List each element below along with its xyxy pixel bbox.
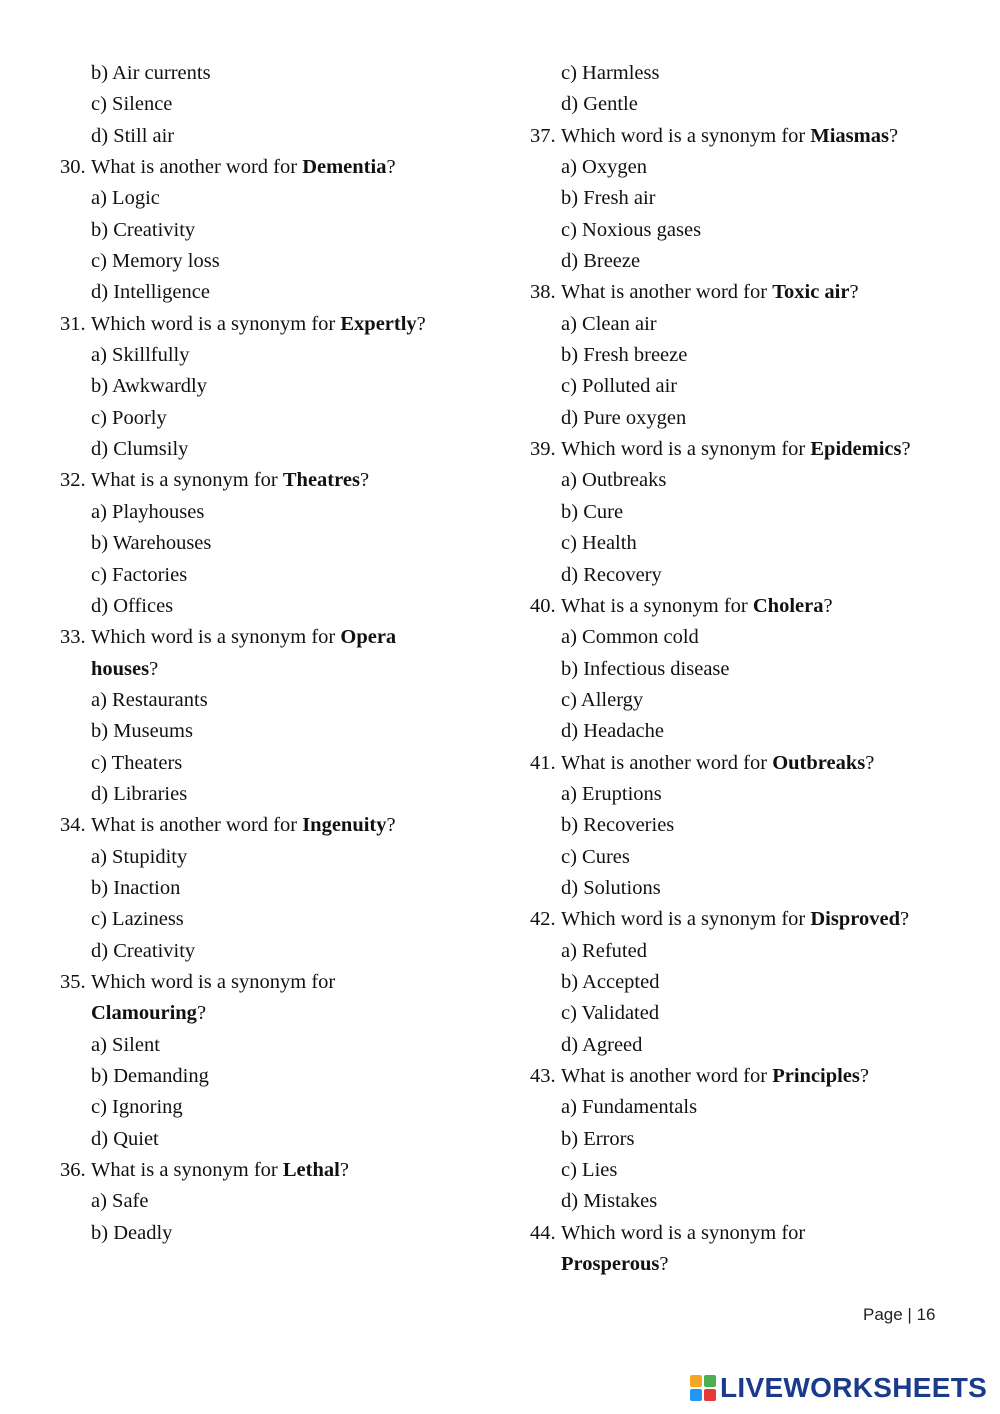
answer-option: c) Factories bbox=[91, 563, 188, 586]
question-punctuation: ? bbox=[901, 438, 911, 461]
question-keyword: Principles bbox=[772, 1065, 860, 1087]
logo-square-4 bbox=[704, 1389, 716, 1401]
answer-option: a) Stupidity bbox=[91, 845, 188, 868]
question-line bbox=[530, 1061, 970, 1092]
question-continuation bbox=[60, 998, 500, 1029]
question-keyword: Disproved bbox=[810, 908, 900, 931]
answer-option: b) Demanding bbox=[91, 1065, 209, 1087]
answer-option: a) Clean air bbox=[561, 312, 657, 335]
question-number: 30. bbox=[60, 156, 86, 179]
answer-option: a) Outbreaks bbox=[561, 469, 667, 492]
question-text: What is another word for bbox=[91, 156, 303, 179]
question-text: What is another word for bbox=[561, 281, 773, 304]
answer-option: b) Errors bbox=[561, 1127, 635, 1150]
question-punctuation: ? bbox=[865, 751, 875, 774]
question-text: Which word is a synonym for bbox=[561, 438, 811, 461]
question-text: What is another word for bbox=[561, 1065, 773, 1087]
answer-option: a) Refuted bbox=[561, 939, 647, 962]
answer-option: c) Silence bbox=[91, 93, 173, 116]
answer-option: c) Validated bbox=[561, 1002, 660, 1025]
answer-option: a) Safe bbox=[91, 1190, 149, 1213]
answer-option: d) Headache bbox=[561, 720, 665, 743]
answer-option: d) Quiet bbox=[91, 1127, 159, 1150]
question-punctuation: ? bbox=[849, 281, 859, 304]
question-keyword: houses bbox=[91, 657, 150, 680]
answer-option: b) Warehouses bbox=[91, 532, 212, 555]
question-text: What is another word for bbox=[91, 814, 303, 837]
question-number: 37. bbox=[530, 124, 556, 147]
answer-option: a) Skillfully bbox=[91, 344, 190, 367]
question-punctuation: ? bbox=[416, 312, 426, 335]
answer-option: a) Silent bbox=[91, 1033, 160, 1056]
question-number: 44. bbox=[530, 1221, 556, 1244]
question-text: Which word is a synonym for bbox=[561, 1221, 806, 1244]
question-punctuation: ? bbox=[386, 814, 396, 837]
question-continuation bbox=[530, 1249, 970, 1280]
question-line bbox=[530, 1218, 970, 1249]
question-keyword: Toxic air bbox=[772, 281, 850, 304]
answer-option: c) Polluted air bbox=[561, 375, 678, 398]
question-text: What is a synonym for bbox=[91, 1159, 283, 1182]
answer-option: c) Allergy bbox=[561, 688, 644, 711]
logo-square-2 bbox=[704, 1375, 716, 1387]
answer-option: b) Fresh breeze bbox=[561, 344, 688, 367]
question-punctuation: ? bbox=[359, 469, 370, 492]
answer-option: c) Ignoring bbox=[91, 1096, 183, 1119]
answer-option: c) Health bbox=[561, 532, 637, 555]
question-number: 40. bbox=[530, 594, 556, 617]
question-line bbox=[60, 465, 500, 496]
page-number: Page | 16 bbox=[863, 1305, 936, 1324]
answer-option: b) Creativity bbox=[91, 218, 196, 241]
question-number: 33. bbox=[60, 626, 86, 649]
question-line bbox=[530, 277, 970, 308]
brand-name: LIVEWORKSHEETS bbox=[720, 1372, 988, 1403]
question-keyword: Miasmas bbox=[810, 124, 889, 147]
answer-option: d) Recovery bbox=[561, 563, 662, 586]
question-text: What is a synonym for bbox=[561, 594, 753, 617]
question-keyword: Ingenuity bbox=[302, 814, 387, 837]
question-text: Which word is a synonym for bbox=[91, 626, 341, 649]
question-keyword: Dementia bbox=[302, 156, 387, 179]
answer-option: d) Breeze bbox=[561, 250, 641, 273]
answer-option: c) Theaters bbox=[91, 751, 183, 774]
answer-option: d) Agreed bbox=[561, 1033, 643, 1056]
question-text: Which word is a synonym for bbox=[561, 908, 811, 931]
question-line bbox=[60, 622, 500, 653]
answer-option: d) Intelligence bbox=[91, 281, 210, 304]
question-number: 35. bbox=[60, 970, 86, 993]
answer-option: d) Clumsily bbox=[91, 438, 189, 461]
question-text: Which word is a synonym for bbox=[561, 124, 811, 147]
question-line bbox=[60, 1155, 500, 1186]
answer-option: c) Harmless bbox=[561, 62, 660, 84]
left-column bbox=[60, 58, 500, 1249]
logo-square-1 bbox=[690, 1375, 702, 1387]
answer-option: b) Infectious disease bbox=[561, 657, 730, 680]
question-line bbox=[530, 748, 970, 779]
question-line bbox=[530, 434, 970, 465]
question-text: Which word is a synonym for bbox=[91, 970, 336, 993]
answer-option: b) Deadly bbox=[91, 1221, 173, 1244]
answer-option: b) Air currents bbox=[91, 62, 211, 84]
answer-option: c) Laziness bbox=[91, 908, 184, 931]
answer-option: b) Recoveries bbox=[561, 814, 675, 837]
answer-option: a) Fundamentals bbox=[561, 1096, 698, 1119]
question-punctuation: ? bbox=[339, 1159, 349, 1182]
question-keyword: Clamouring bbox=[91, 1002, 197, 1025]
question-keyword: Expertly bbox=[340, 312, 417, 335]
answer-option: b) Cure bbox=[561, 500, 624, 523]
answer-option: b) Museums bbox=[91, 720, 193, 743]
question-number: 42. bbox=[530, 908, 556, 931]
question-punctuation: ? bbox=[149, 657, 159, 680]
logo-square-3 bbox=[690, 1389, 702, 1401]
answer-option: a) Logic bbox=[91, 187, 160, 210]
answer-option: c) Lies bbox=[561, 1159, 618, 1182]
question-punctuation: ? bbox=[859, 1065, 869, 1087]
question-number: 31. bbox=[60, 312, 86, 335]
answer-option: c) Cures bbox=[561, 845, 630, 868]
question-keyword: Prosperous bbox=[561, 1253, 660, 1276]
question-number: 36. bbox=[60, 1159, 86, 1182]
answer-option: b) Fresh air bbox=[561, 187, 656, 210]
right-column bbox=[530, 58, 970, 1280]
liveworksheets-brand bbox=[690, 1372, 987, 1404]
answer-option: d) Libraries bbox=[91, 782, 188, 805]
question-line bbox=[530, 904, 970, 935]
answer-option: b) Inaction bbox=[91, 876, 181, 899]
question-punctuation: ? bbox=[823, 594, 833, 617]
question-punctuation: ? bbox=[899, 908, 910, 931]
answer-option: d) Solutions bbox=[561, 876, 661, 899]
question-keyword: Epidemics bbox=[810, 438, 902, 461]
question-number: 38. bbox=[530, 281, 556, 304]
question-number: 43. bbox=[530, 1065, 556, 1087]
question-text: Which word is a synonym for bbox=[91, 312, 341, 335]
question-keyword: Lethal bbox=[282, 1159, 340, 1182]
question-keyword: Outbreaks bbox=[772, 751, 866, 774]
question-line bbox=[60, 152, 500, 183]
question-line bbox=[60, 810, 500, 841]
question-punctuation: ? bbox=[659, 1253, 669, 1276]
answer-option: c) Memory loss bbox=[91, 250, 220, 273]
question-text: What is a synonym for bbox=[91, 469, 283, 492]
question-line bbox=[60, 309, 500, 340]
answer-option: c) Noxious gases bbox=[561, 218, 702, 241]
answer-option: d) Offices bbox=[91, 594, 174, 617]
answer-option: b) Awkwardly bbox=[91, 375, 207, 398]
question-punctuation: ? bbox=[196, 1002, 207, 1025]
answer-option: d) Creativity bbox=[91, 939, 196, 962]
question-line bbox=[530, 591, 970, 622]
answer-option: d) Gentle bbox=[561, 93, 638, 116]
answer-option: d) Still air bbox=[91, 124, 175, 147]
question-number: 32. bbox=[60, 469, 86, 492]
question-line bbox=[60, 967, 500, 998]
question-punctuation: ? bbox=[386, 156, 396, 179]
question-text: What is another word for bbox=[561, 751, 773, 774]
answer-option: b) Accepted bbox=[561, 970, 660, 993]
question-number: 34. bbox=[60, 814, 86, 837]
liveworksheets-logo-icon bbox=[690, 1375, 716, 1401]
question-line bbox=[530, 121, 970, 152]
answer-option: a) Eruptions bbox=[561, 782, 662, 805]
answer-option: d) Mistakes bbox=[561, 1190, 658, 1213]
question-continuation bbox=[60, 654, 500, 685]
answer-option: d) Pure oxygen bbox=[561, 406, 687, 429]
question-number: 39. bbox=[530, 438, 556, 461]
answer-option: c) Poorly bbox=[91, 406, 167, 429]
question-keyword: Theatres bbox=[282, 469, 360, 492]
question-punctuation: ? bbox=[888, 124, 899, 147]
answer-option: a) Playhouses bbox=[91, 500, 205, 523]
question-number: 41. bbox=[530, 751, 556, 774]
answer-option: a) Restaurants bbox=[91, 688, 208, 711]
answer-option: a) Common cold bbox=[561, 626, 699, 649]
question-keyword: Cholera bbox=[752, 594, 824, 617]
answer-option: a) Oxygen bbox=[561, 156, 647, 179]
question-keyword: Opera bbox=[340, 626, 397, 649]
